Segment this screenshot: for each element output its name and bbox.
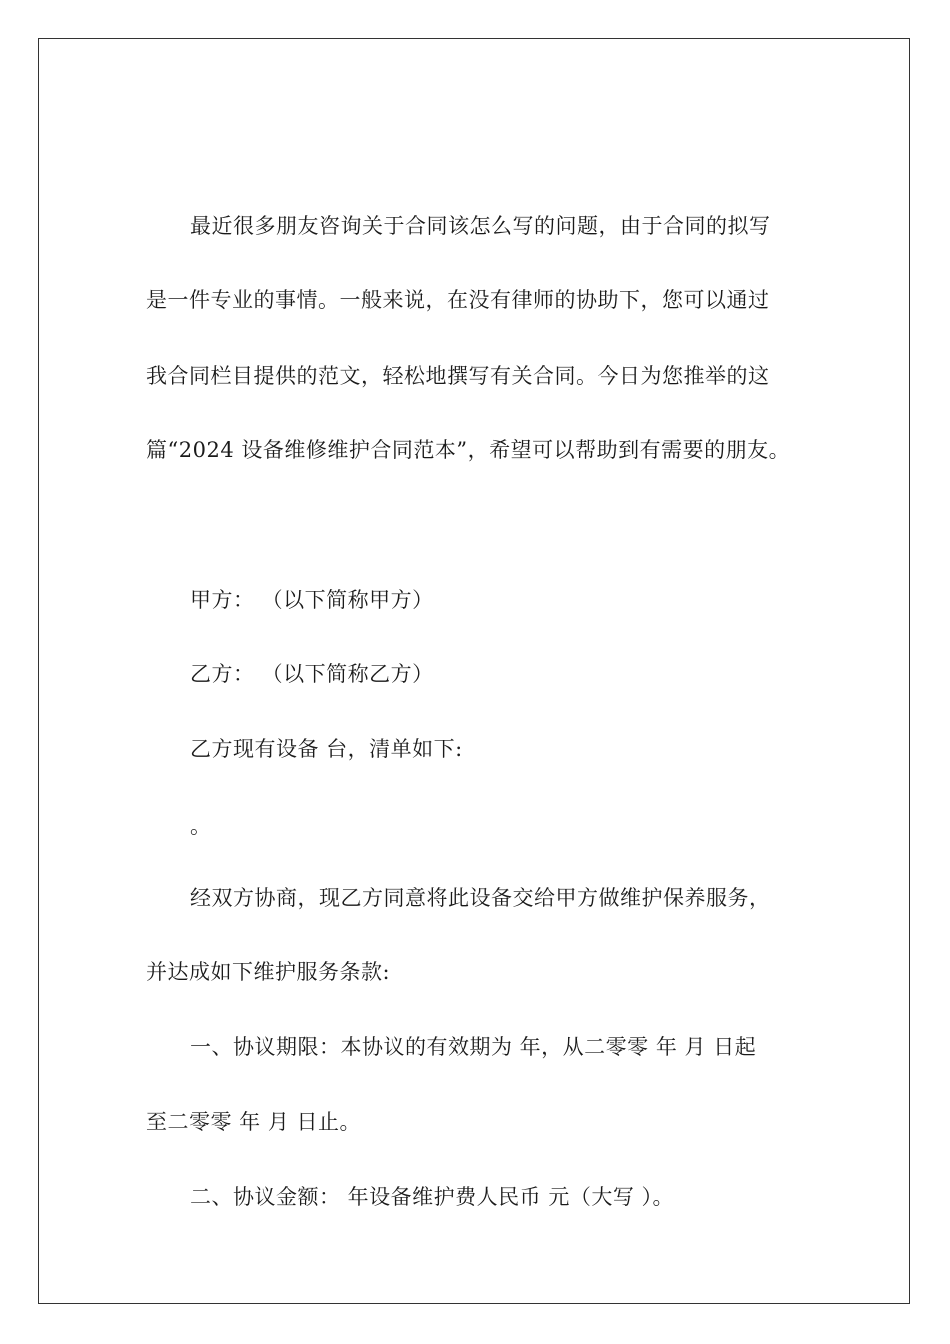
party-b-line: 乙方： （以下简称乙方） bbox=[190, 662, 434, 686]
party-a-line: 甲方： （以下简称甲方） bbox=[190, 588, 434, 612]
clause-2-line: 二、协议金额： 年设备维护费人民币 元（大写 ）。 bbox=[190, 1185, 675, 1209]
intro-line-1: 最近很多朋友咨询关于合同该怎么写的问题，由于合同的拟写 bbox=[190, 214, 771, 238]
intro-line-3: 我合同栏目提供的范文，轻松地撰写有关合同。今日为您推举的这 bbox=[146, 364, 770, 388]
intro-line-2: 是一件专业的事情。一般来说，在没有律师的协助下，您可以通过 bbox=[146, 288, 770, 312]
intro-line-4: 篇“2024 设备维修维护合同范本”，希望可以帮助到有需要的朋友。 bbox=[146, 438, 791, 462]
agreement-line-1: 经双方协商，现乙方同意将此设备交给甲方做维护保养服务， bbox=[190, 886, 771, 910]
clause-1-line-2: 至二零零 年 月 日止。 bbox=[146, 1110, 362, 1134]
clause-1-line-1: 一、协议期限：本协议的有效期为 年，从二零零 年 月 日起 bbox=[190, 1035, 757, 1059]
equipment-line: 乙方现有设备 台，清单如下: bbox=[190, 737, 463, 761]
equipment-list-line: 。 bbox=[190, 814, 212, 838]
agreement-line-2: 并达成如下维护服务条款: bbox=[146, 960, 391, 984]
